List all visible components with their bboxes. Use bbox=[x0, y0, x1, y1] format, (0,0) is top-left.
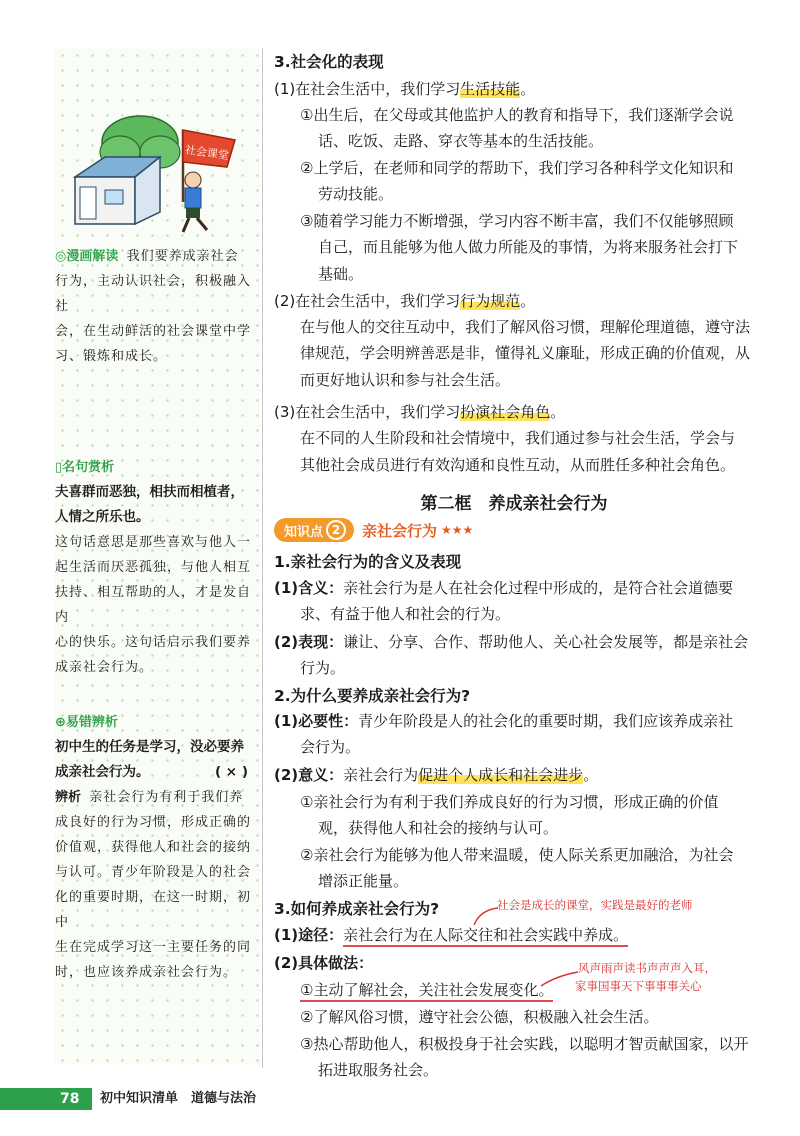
wrong-mark: ( × ) bbox=[214, 764, 248, 780]
error-label: ⊕易错辨析 bbox=[55, 715, 118, 730]
frame-title: 第二框 养成亲社会行为 bbox=[420, 494, 608, 514]
handwritten-note-1: 社会是成长的课堂，实践是最好的老师 bbox=[497, 898, 693, 912]
footer-title: 初中知识清单 道德与法治 bbox=[100, 1091, 257, 1106]
handwritten-note-2a: 风声雨声读书声声声入耳， bbox=[578, 961, 716, 975]
quote-label: ▯名句赏析 bbox=[55, 460, 115, 475]
quote-section: ▯名句赏析 夫喜群而恶独，相扶而相植者， 人情之所乐也。 这句话意思是那些喜欢与他人一 起生活而厌恶孤独，与他人相互 扶持、相互帮助的人，才是发自内 心的快乐。这句话启示我们要养 成亲社会行为。 bbox=[55, 455, 260, 680]
comic-illustration bbox=[65, 112, 255, 242]
note-arrow-icon-2 bbox=[538, 968, 580, 990]
handwritten-note-2b: 家事国事天下事事事关心 bbox=[575, 979, 702, 993]
comic-interpretation: ◎漫画解读 我们要养成亲社会 行为，主动认识社会，积极融入社 会，在生动鲜活的社会课堂中学 习、锻炼和成长。 bbox=[55, 249, 252, 364]
magnifier-icon: ⊕ bbox=[55, 715, 66, 730]
book-icon: ▯ bbox=[55, 460, 63, 475]
point-3: (3)在社会生活中，我们学习扮演社会角色。 bbox=[274, 403, 566, 421]
knowledge-point-header: 知识点 2 亲社会行为 ★★★ bbox=[274, 518, 473, 542]
page-number: 78 bbox=[60, 1091, 80, 1107]
section-3-title: 3.社会化的表现 bbox=[274, 53, 384, 71]
error-analysis-section: ⊕易错辨析 初中生的任务是学习，没必要养 成亲社会行为。 ( × ) 辨析 亲社会行为有利于我们养 成良好的行为习惯，形成正确的 价值观，获得他人和社会的接纳 与认可。青少年阶段是人的社会 化的重要时期，在这一时期，初中 生在完成学习这一主要任务的同 时，也应该养成亲社会行为。 bbox=[55, 710, 260, 985]
flag-text: 社会课堂 bbox=[184, 143, 230, 163]
point-2: (2)在社会生活中，我们学习行为规范。 bbox=[274, 292, 536, 310]
point-1: (1)在社会生活中，我们学习生活技能。 bbox=[274, 80, 536, 98]
note-arrow-icon bbox=[470, 905, 500, 930]
star-rating-icon: ★★★ bbox=[441, 523, 474, 537]
column-divider bbox=[262, 48, 263, 1068]
comic-label: ◎漫画解读 bbox=[55, 249, 119, 264]
knowledge-point-tag: 知识点 2 bbox=[274, 518, 354, 542]
